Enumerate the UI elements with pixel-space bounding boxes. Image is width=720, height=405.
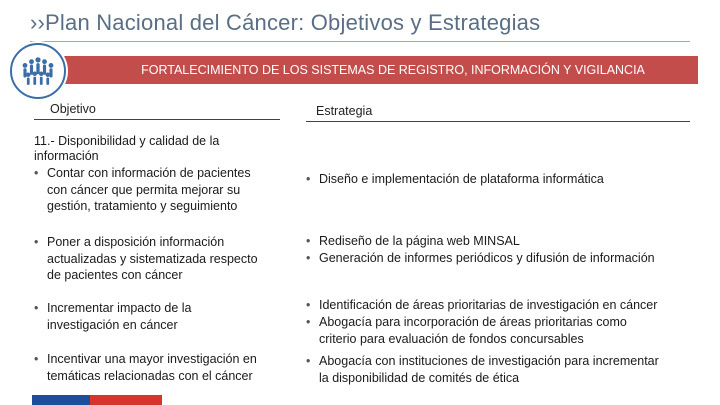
banner-text: FORTALECIMIENTO DE LOS SISTEMAS DE REGISTRO, INFORMACIÓN Y VIGILANCIA [141, 63, 645, 77]
page-title: ››Plan Nacional del Cáncer: Objetivos y Estrategias [30, 10, 541, 35]
strategy-item: • Abogacía con instituciones de investigación para incrementar la disponibilidad de comités de ética [306, 354, 659, 385]
strategy-item: • Abogacía para incorporación de áreas prioritarias como criterio para evaluación de fondos concursables [306, 315, 627, 346]
strategy-column-header: Estrategia [306, 104, 690, 122]
strategy-item: • Identificación de áreas prioritarias de investigación en cáncer [306, 298, 658, 312]
strategy-item: • Rediseño de la página web MINSAL [306, 234, 520, 248]
section-banner [48, 56, 698, 84]
strategy-item: • Diseño e implementación de plataforma informática [306, 172, 604, 186]
objective-column-header: Objetivo [34, 102, 280, 120]
objective-item: • Incrementar impacto de la investigación en cáncer [34, 301, 192, 332]
objective-item: • Poner a disposición información actualizadas y sistematizada respecto de pacientes con cáncer [34, 235, 258, 282]
footer-blue-segment [32, 395, 90, 405]
objective-heading: 11.- Disponibilidad y calidad de la información [34, 134, 220, 163]
objective-item: • Contar con información de pacientes con cáncer que permita mejorar su gestión, tratamiento y seguimiento [34, 166, 251, 213]
footer-red-segment [90, 395, 162, 405]
title-divider [30, 41, 690, 42]
objective-item: • Incentivar una mayor investigación en temáticas relacionadas con el cáncer [34, 352, 257, 383]
strategy-item: • Generación de informes periódicos y difusión de información [306, 251, 655, 265]
people-group-icon [10, 43, 66, 99]
footer-color-bar [32, 395, 162, 405]
